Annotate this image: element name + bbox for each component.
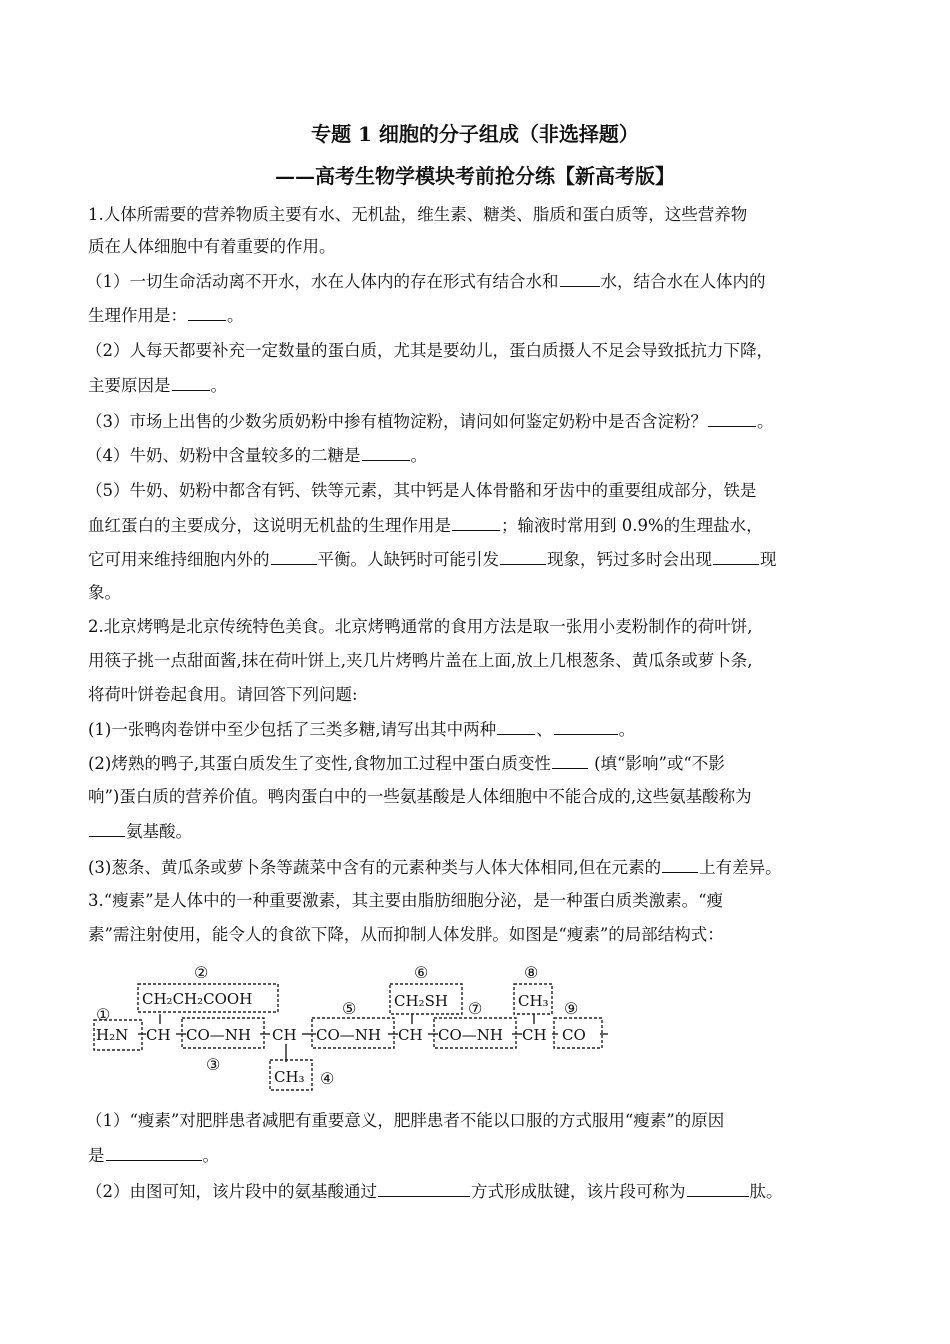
text-segment: 平衡。人缺钙时可能引发 bbox=[317, 550, 499, 569]
label-2: ② bbox=[194, 963, 209, 982]
answer-blank[interactable] bbox=[89, 820, 125, 837]
q1-part4-line bbox=[86, 444, 427, 467]
answer-blank[interactable] bbox=[687, 1180, 749, 1197]
answer-blank[interactable] bbox=[552, 752, 588, 769]
text-segment: 现 bbox=[760, 550, 777, 569]
alpha-carbon-4: CH bbox=[522, 1026, 547, 1044]
text-segment: 主要原因是 bbox=[88, 376, 171, 395]
peptide-bond-1: CO—NH bbox=[186, 1026, 251, 1044]
q1-intro-line-1: 1.人体所需要的营养物质主要有水、无机盐，维生素、糖类、脂质和蛋白质等，这些营养物 bbox=[88, 205, 748, 224]
q1-part5-line-4: 象。 bbox=[88, 583, 121, 602]
alpha-carbon-1: CH bbox=[146, 1026, 171, 1044]
text-segment: (3)葱条、黄瓜条或萝卜条等蔬菜中含有的元素种类与人体大体相同,但在元素的 bbox=[88, 858, 662, 877]
text-segment: 方式形成肽键，该片段可称为 bbox=[471, 1182, 686, 1201]
text-segment: 。 bbox=[410, 446, 427, 465]
q1-intro-line-2: 质在人体细胞中有着重要的作用。 bbox=[88, 237, 336, 256]
label-5: ⑤ bbox=[342, 999, 357, 1018]
text-segment: 上有差异。 bbox=[699, 858, 782, 877]
answer-blank[interactable] bbox=[172, 374, 210, 391]
label-8: ⑧ bbox=[524, 963, 539, 982]
q1-part5-line-1: （5）牛奶、奶粉中都含有钙、铁等元素，其中钙是人体骨骼和牙齿中的重要组成部分，铁是 bbox=[86, 481, 757, 500]
q3-intro-line-2: 素”需注射使用，能令人的食欲下降，从而抑制人体发胖。如图是“瘦素”的局部结构式： bbox=[88, 925, 724, 944]
document-title: 专题 1 细胞的分子组成（非选择题） bbox=[311, 122, 639, 146]
q3-part2-line bbox=[86, 1180, 783, 1203]
answer-blank[interactable] bbox=[497, 718, 535, 735]
alpha-carbon-2: CH bbox=[272, 1026, 297, 1044]
carbonyl-group: CO bbox=[562, 1026, 586, 1044]
document-subtitle: ——高考生物学模块考前抢分练【新高考版】 bbox=[275, 164, 675, 188]
q2-part2-line-1 bbox=[88, 752, 725, 775]
label-7: ⑦ bbox=[468, 999, 483, 1018]
q3-part1-line-2 bbox=[88, 1144, 219, 1167]
label-4: ④ bbox=[320, 1069, 335, 1088]
q1-part1-line-1 bbox=[86, 270, 766, 293]
text-segment: 水，结合水在人体内的 bbox=[600, 272, 766, 291]
text-segment: 氨基酸。 bbox=[126, 822, 192, 841]
text-segment: ；输液时常用到 0.9%的生理盐水， bbox=[501, 516, 763, 535]
r-group-3: CH₂SH bbox=[394, 992, 448, 1010]
text-segment: （4）牛奶、奶粉中含量较多的二糖是 bbox=[86, 446, 361, 465]
q1-part5-line-2 bbox=[88, 514, 763, 537]
text-segment: 。 bbox=[210, 376, 227, 395]
text-segment: （3）市场上出售的少数劣质奶粉中掺有植物淀粉，请问如何鉴定奶粉中是否含淀粉？ bbox=[86, 412, 707, 431]
answer-blank[interactable] bbox=[662, 856, 698, 873]
r-group-2: CH₃ bbox=[274, 1068, 305, 1086]
q2-part2-line-2: 响”)蛋白质的营养价值。鸭肉蛋白中的一些氨基酸是人体细胞中不能合成的,这些氨基酸称为 bbox=[88, 787, 752, 806]
text-segment: 。 bbox=[757, 412, 774, 431]
answer-blank[interactable] bbox=[500, 548, 546, 565]
alpha-carbon-3: CH bbox=[398, 1026, 423, 1044]
answer-blank[interactable] bbox=[362, 444, 410, 461]
q2-part3-line bbox=[88, 856, 782, 879]
label-9: ⑨ bbox=[564, 999, 579, 1018]
text-segment: （2）由图可知，该片段中的氨基酸通过 bbox=[86, 1182, 377, 1201]
r-group-4: CH₃ bbox=[518, 992, 549, 1010]
peptide-structure-figure bbox=[88, 956, 628, 1096]
answer-blank[interactable] bbox=[713, 548, 759, 565]
text-segment: 是 bbox=[88, 1146, 105, 1165]
label-3: ③ bbox=[206, 1055, 221, 1074]
answer-blank[interactable] bbox=[554, 718, 618, 735]
q2-intro-line-3: 将荷叶饼卷起食用。请回答下列问题: bbox=[88, 685, 358, 704]
answer-blank[interactable] bbox=[708, 410, 756, 427]
r-group-1: CH₂CH₂COOH bbox=[142, 990, 253, 1008]
text-segment: 血红蛋白的主要成分，这说明无机盐的生理作用是 bbox=[88, 516, 451, 535]
text-segment: 生理作用是： bbox=[88, 306, 187, 325]
text-segment: （1）一切生命活动离不开水，水在人体内的存在形式有结合水和 bbox=[86, 272, 559, 291]
text-segment: 它可用来维持细胞内外的 bbox=[88, 550, 270, 569]
amino-group: H₂N bbox=[96, 1026, 129, 1044]
q1-part2-line-2 bbox=[88, 374, 227, 397]
peptide-bond-2: CO—NH bbox=[316, 1026, 381, 1044]
q2-part2-line-3 bbox=[88, 820, 192, 843]
q2-intro-line-1: 2.北京烤鸭是北京传统特色美食。北京烤鸭通常的食用方法是取一张用小麦粉制作的荷叶饼, bbox=[88, 617, 753, 636]
q2-intro-line-2: 用筷子挑一点甜面酱,抹在荷叶饼上,夹几片烤鸭片盖在上面,放上几根葱条、黄瓜条或萝卜条, bbox=[88, 651, 753, 670]
q3-part1-line-1: （1）“瘦素”对肥胖患者减肥有重要意义，肥胖患者不能以口服的方式服用“瘦素”的原因 bbox=[86, 1111, 725, 1130]
text-segment: 、 bbox=[536, 720, 553, 739]
answer-blank[interactable] bbox=[106, 1144, 202, 1161]
q3-intro-line-1: 3.“瘦素”是人体中的一种重要激素，其主要由脂肪细胞分泌，是一种蛋白质类激素。“瘦 bbox=[88, 891, 724, 910]
text-segment: (2)烤熟的鸭子,其蛋白质发生了变性,食物加工过程中蛋白质变性 bbox=[88, 754, 551, 773]
q1-part3-line bbox=[86, 410, 774, 433]
answer-blank[interactable] bbox=[271, 548, 317, 565]
q1-part2-line-1: （2）人每天都要补充一定数量的蛋白质，尤其是要幼儿，蛋白质摄人不足会导致抵抗力下降， bbox=[86, 341, 773, 360]
q2-part1-line bbox=[88, 718, 635, 741]
peptide-bond-3: CO—NH bbox=[438, 1026, 503, 1044]
answer-blank[interactable] bbox=[452, 514, 500, 531]
text-segment: (1)一张鸭肉卷饼中至少包括了三类多糖,请写出其中两种 bbox=[88, 720, 497, 739]
text-segment: 现象，钙过多时会出现 bbox=[547, 550, 712, 569]
label-1: ① bbox=[96, 1005, 111, 1024]
text-segment: 肽。 bbox=[749, 1182, 783, 1201]
answer-blank[interactable] bbox=[378, 1180, 470, 1197]
answer-blank[interactable] bbox=[188, 304, 226, 321]
text-segment: (填“影响”或“不影 bbox=[588, 754, 725, 773]
q1-part1-line-2 bbox=[88, 304, 244, 327]
answer-blank[interactable] bbox=[560, 270, 600, 287]
q1-part5-line-3 bbox=[88, 548, 777, 571]
label-6: ⑥ bbox=[414, 963, 429, 982]
text-segment: 。 bbox=[227, 306, 244, 325]
text-segment: 。 bbox=[618, 720, 636, 739]
text-segment: 。 bbox=[202, 1146, 219, 1165]
